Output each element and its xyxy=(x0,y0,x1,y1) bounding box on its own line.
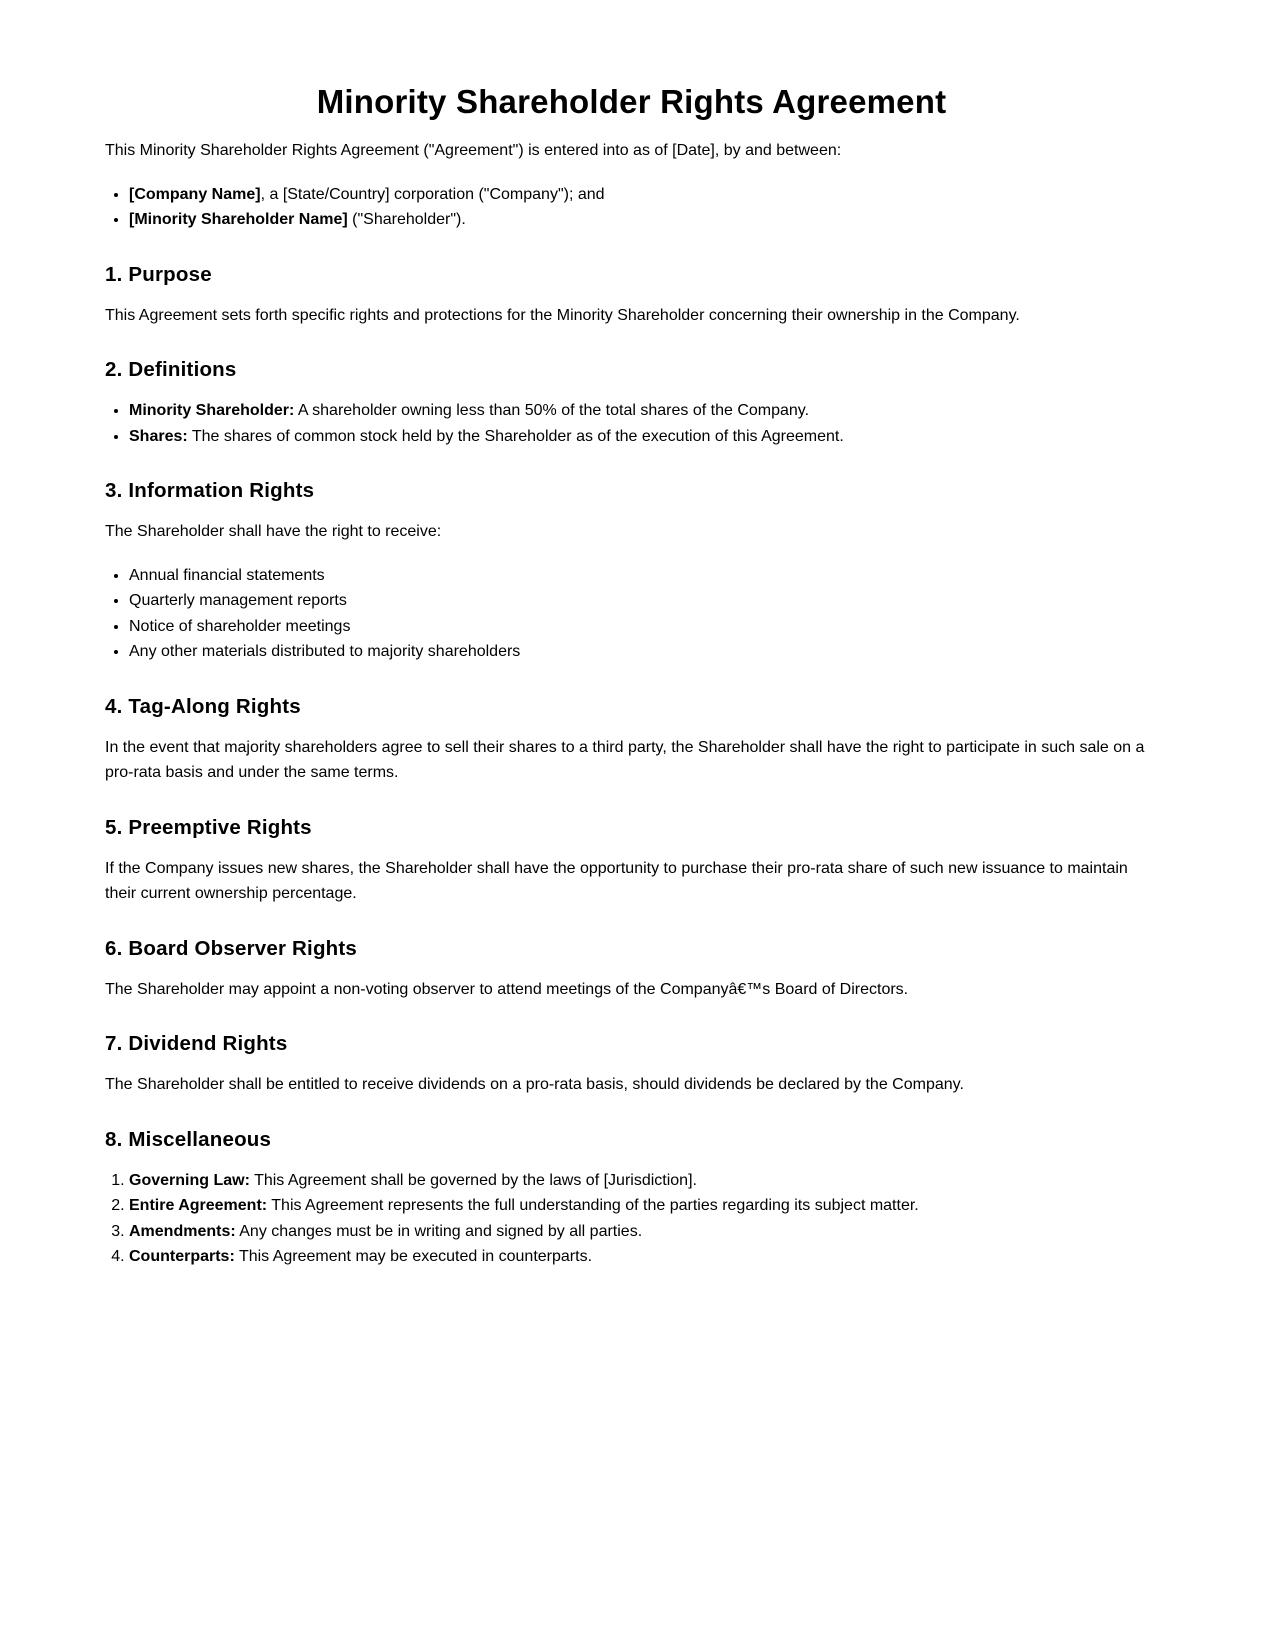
section-dividend xyxy=(105,1030,1158,1098)
section-heading: 1. Purpose xyxy=(105,262,212,286)
section-purpose xyxy=(105,261,1158,329)
section-body: The Shareholder shall be entitled to receive dividends on a pro-rata basis, should dividends be declared by the Company. xyxy=(105,1076,964,1093)
list-item: • Notice of shareholder meetings xyxy=(129,614,1158,640)
section-miscellaneous xyxy=(105,1126,1158,1270)
list-item: • Any other materials distributed to majority shareholders xyxy=(129,639,1158,665)
party-shareholder-name: [Minority Shareholder Name] xyxy=(129,211,348,228)
section-body: If the Company issues new shares, the Shareholder shall have the opportunity to purchase their pro-rata share of such new issuance to maintain their current ownership percentage. xyxy=(105,859,1128,902)
section-body: In the event that majority shareholders agree to sell their shares to a third party, the Shareholder shall have the right to participate in such sale on a pro-rata basis and under the same terms. xyxy=(105,738,1145,781)
section-information-rights xyxy=(105,477,1158,665)
list-item: 1. Governing Law: This Agreement shall be governed by the laws of [Jurisdiction]. xyxy=(129,1168,1158,1194)
section-heading: 5. Preemptive Rights xyxy=(105,815,312,839)
document-title: Minority Shareholder Rights Agreement xyxy=(316,83,947,120)
section-definitions xyxy=(105,356,1158,449)
section-heading: 4. Tag-Along Rights xyxy=(105,694,301,718)
section-preemptive xyxy=(105,814,1158,907)
definitions-list xyxy=(105,398,1158,449)
parties-list xyxy=(105,182,1158,233)
list-item: • Annual financial statements xyxy=(129,563,1158,589)
section-body: The Shareholder may appoint a non-voting observer to attend meetings of the Companyâ€™s Board of Directors. xyxy=(105,980,909,998)
section-heading: 2. Definitions xyxy=(105,358,237,381)
intro-paragraph: This Minority Shareholder Rights Agreement ("Agreement") is entered into as of [Date], by and between: xyxy=(105,142,842,159)
party-company: • [Company Name], a [State/Country] corporation ("Company"); and xyxy=(129,182,1158,208)
party-company-name: [Company Name] xyxy=(129,185,261,203)
party-shareholder: • [Minority Shareholder Name] ("Shareholder"). xyxy=(129,207,1158,233)
list-item: • Quarterly management reports xyxy=(129,588,1158,614)
miscellaneous-list xyxy=(105,1168,1158,1270)
list-item: 2. Entire Agreement: This Agreement represents the full understanding of the parties regarding its subject matter. xyxy=(129,1193,1158,1219)
section-tag-along xyxy=(105,693,1158,786)
section-board-observer xyxy=(105,935,1158,1003)
information-rights-list xyxy=(105,563,1158,665)
section-heading: 6. Board Observer Rights xyxy=(105,936,358,960)
list-item: • Shares: The shares of common stock held by the Shareholder as of the execution of this Agreement. xyxy=(129,424,1158,450)
section-heading: 8. Miscellaneous xyxy=(105,1127,272,1151)
section-body: This Agreement sets forth specific rights and protections for the Minority Shareholder concerning their ownership in the Company. xyxy=(105,306,1020,324)
list-item: • Minority Shareholder: A shareholder owning less than 50% of the total shares of the Company. xyxy=(129,398,1158,424)
section-body: The Shareholder shall have the right to receive: xyxy=(105,523,442,540)
section-heading: 7. Dividend Rights xyxy=(105,1032,288,1055)
list-item: 4. Counterparts: This Agreement may be executed in counterparts. xyxy=(129,1244,1158,1270)
list-item: 3. Amendments: Any changes must be in writing and signed by all parties. xyxy=(129,1219,1158,1245)
section-heading: 3. Information Rights xyxy=(105,479,315,502)
